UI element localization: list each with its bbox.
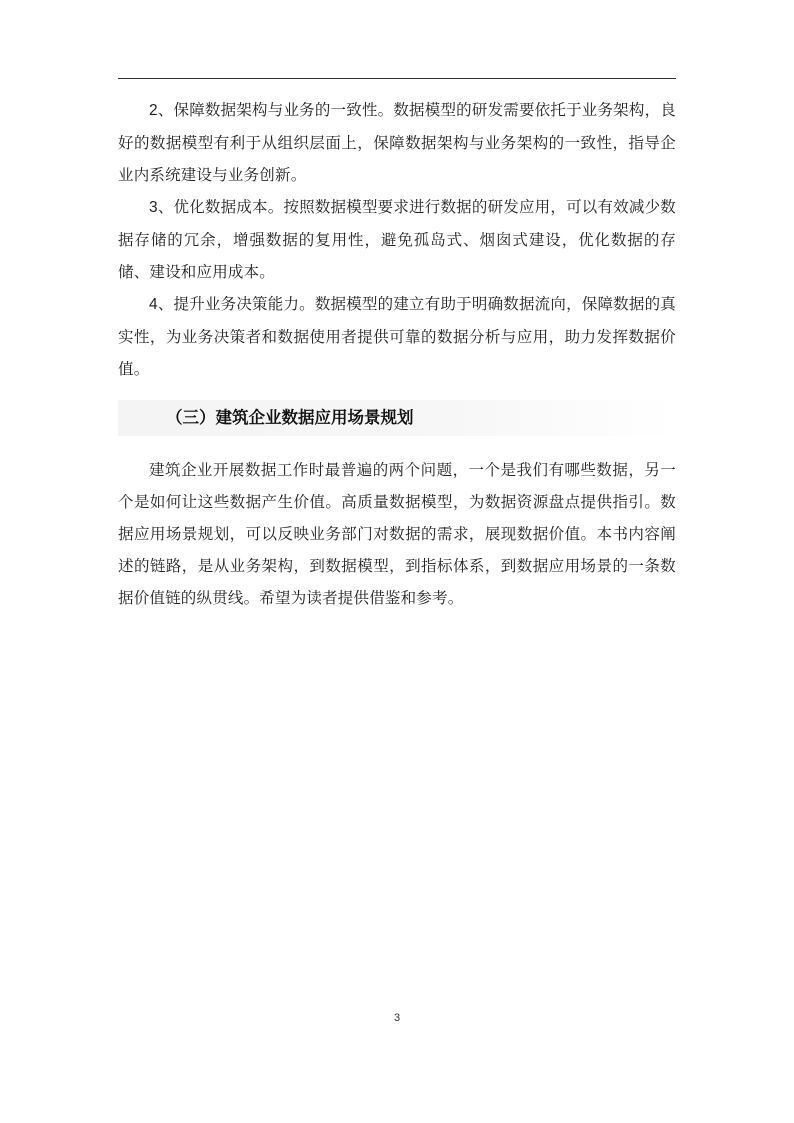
list-item [118,94,676,191]
list-item-number: 4 [149,296,158,313]
list-item-number: 3 [149,199,158,216]
section-heading: （三）建筑企业数据应用场景规划 [118,400,676,436]
list-item [118,288,676,385]
section-body [118,454,676,614]
list-item-text: 、优化数据成本。按照数据模型要求进行数据的研发应用，可以有效减少数据存储的冗余，增强数据的复用性，避免孤岛式、烟囱式建设，优化数据的存储、建设和应用成本。 [118,198,676,281]
list-item-text: 、保障数据架构与业务的一致性。数据模型的研发需要依托于业务架构，良好的数据模型有利于从组织层面上，保障数据架构与业务架构的一致性，指导企业内系统建设与业务创新。 [118,101,676,184]
header-rule [118,78,676,79]
list-item-text: 、提升业务决策能力。数据模型的建立有助于明确数据流向，保障数据的真实性，为业务决策者和数据使用者提供可靠的数据分析与应用，助力发挥数据价值。 [118,295,676,378]
list-item [118,191,676,288]
page-number: 3 [393,1012,401,1024]
numbered-list [118,94,676,385]
body-paragraph: 建筑企业开展数据工作时最普遍的两个问题，一个是我们有哪些数据，另一个是如何让这些数据产生价值。高质量数据模型，为数据资源盘点提供指引。数据应用场景规划，可以反映业务部门对数据的需求，展现数据价值。本书内容阐述的链路，是从业务架构，到数据模型，到指标体系，到数据应用场景的一条数据价值链的纵贯线。希望为读者提供借鉴和参考。 [118,461,676,607]
list-item-number: 2 [149,102,158,119]
